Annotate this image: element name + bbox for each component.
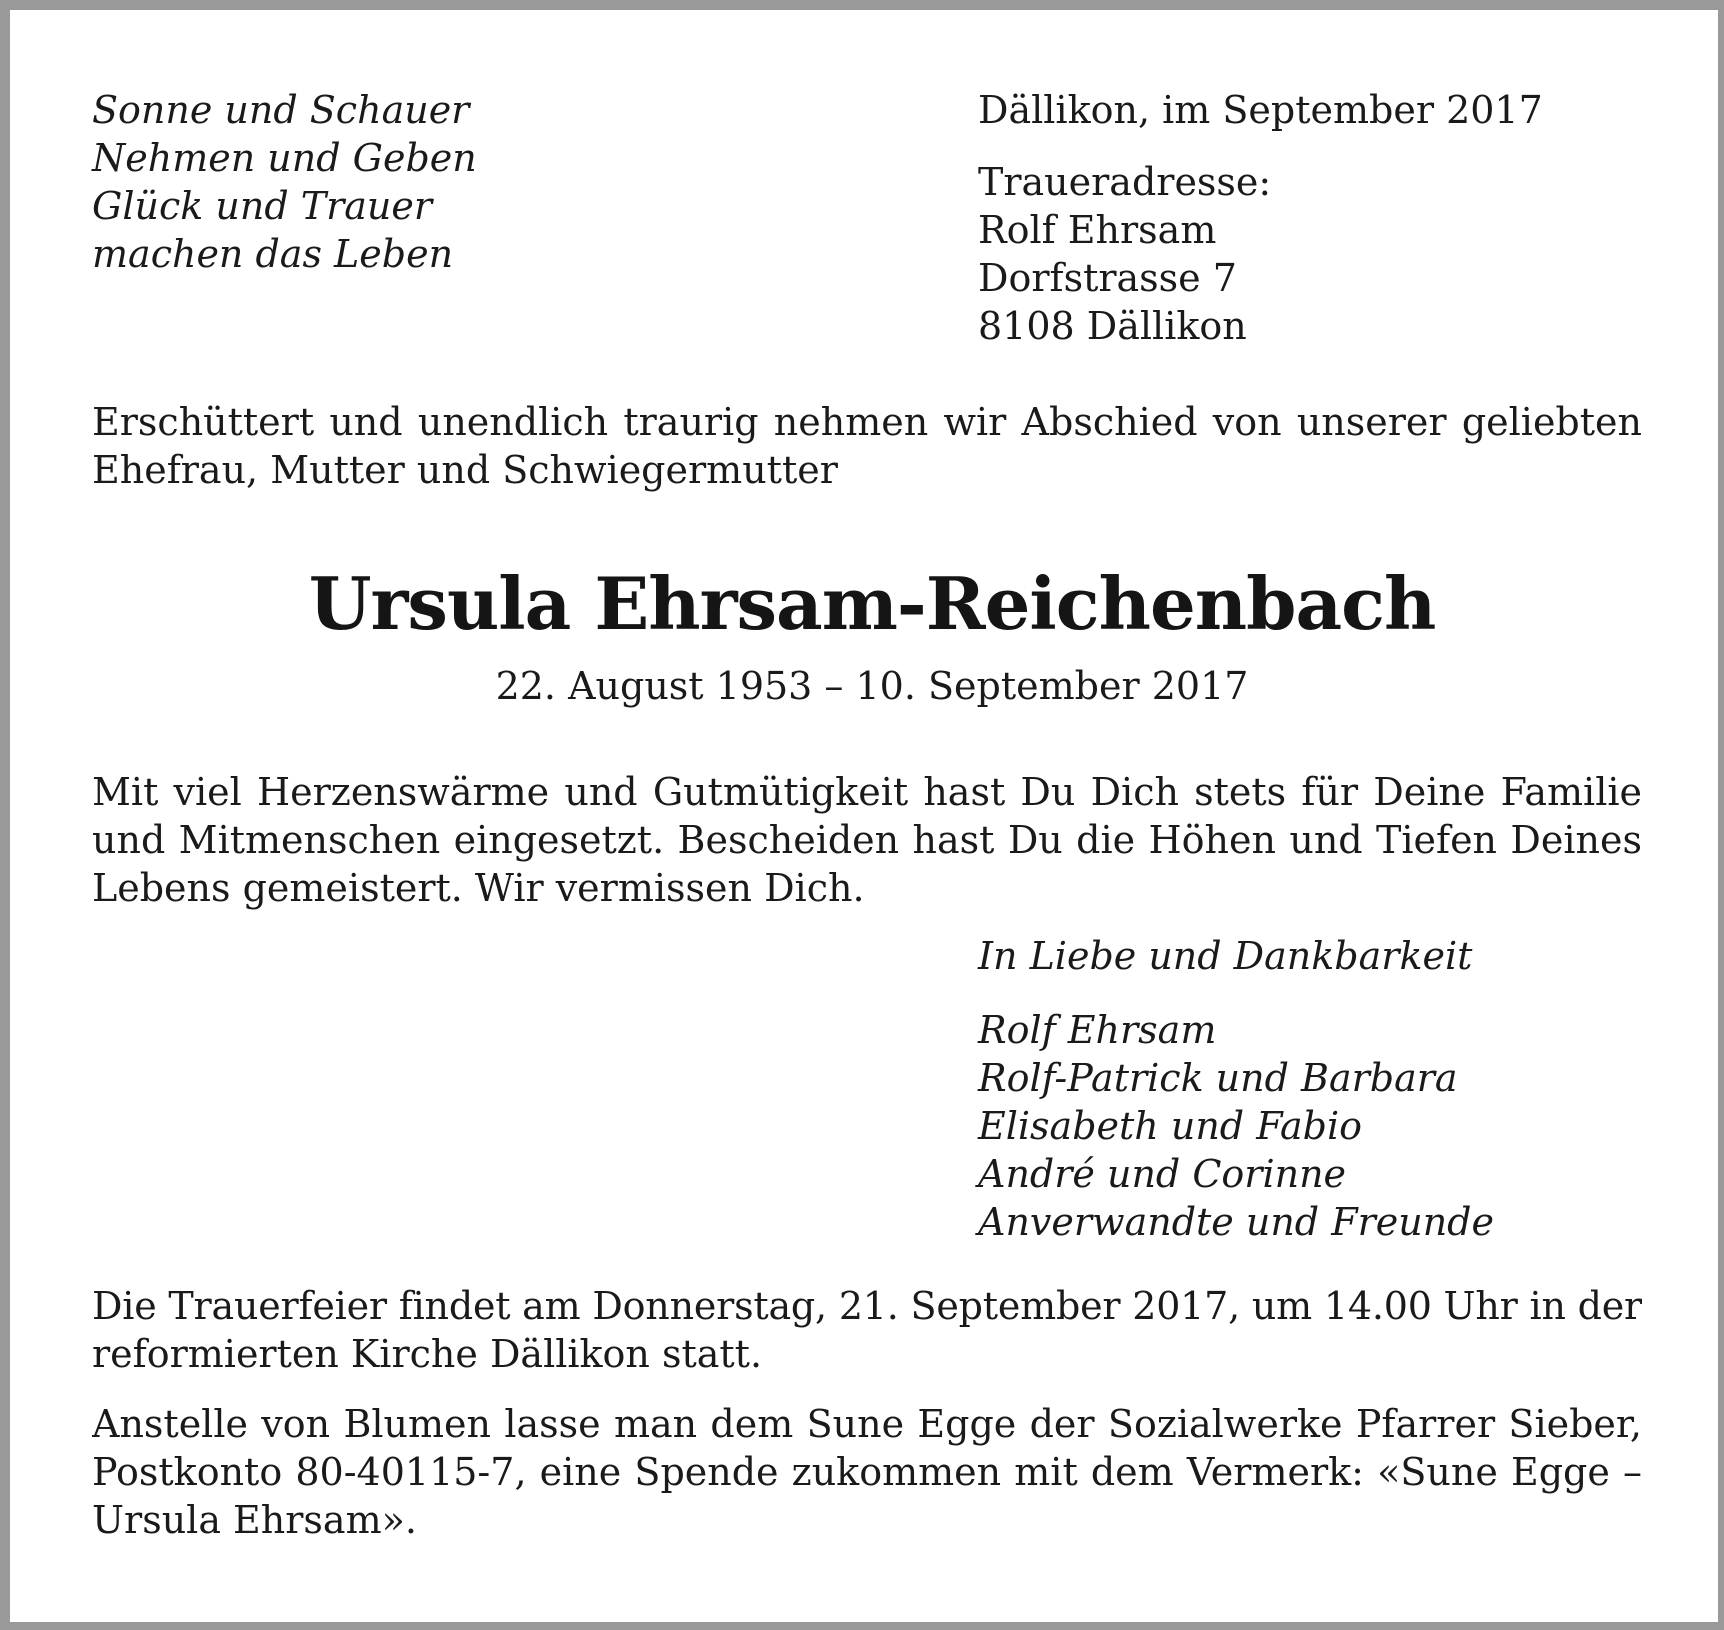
tribute-line: Lebens gemeistert. Wir vermissen Dich. (92, 866, 865, 910)
intro-line: Erschüttert und unendlich traurig nehmen wir Abschied von unserer geliebten (92, 400, 1642, 444)
address-line: Rolf Ehrsam (978, 208, 1217, 252)
deceased-name: Ursula Ehrsam-Reichenbach (308, 561, 1436, 646)
mourning-address (978, 158, 1271, 350)
obituary-page (10, 10, 1718, 1622)
service-line: reformierten Kirche Dällikon statt. (92, 1332, 763, 1376)
intro-line: Ehefrau, Mutter und Schwiegermutter (92, 448, 838, 492)
address-line: 8108 Dällikon (978, 304, 1247, 348)
intro-paragraph (92, 398, 1642, 494)
donation-paragraph (92, 1400, 1642, 1544)
family-member: Rolf Ehrsam (978, 1008, 1217, 1052)
life-dates: 22. August 1953 – 10. September 2017 (495, 664, 1249, 708)
motto-line: machen das Leben (92, 232, 454, 276)
donation-line: Ursula Ehrsam». (92, 1498, 417, 1542)
place-date: Dällikon, im September 2017 (978, 88, 1543, 132)
donation-line: Postkonto 80-40115-7, eine Spende zukommen mit dem Vermerk: «Sune Egge – (92, 1450, 1642, 1494)
motto-line: Glück und Trauer (92, 184, 433, 228)
tribute-line: Mit viel Herzenswärme und Gutmütigkeit hast Du Dich stets für Deine Familie (92, 770, 1642, 814)
service-paragraph (92, 1282, 1642, 1378)
family-member: Rolf-Patrick und Barbara (978, 1056, 1458, 1100)
donation-line: Anstelle von Blumen lasse man dem Sune Egge der Sozialwerke Pfarrer Sieber, (92, 1402, 1642, 1446)
address-label: Traueradresse: (978, 160, 1272, 204)
motto-line: Nehmen und Geben (92, 136, 477, 180)
service-line: Die Trauerfeier findet am Donnerstag, 21. September 2017, um 14.00 Uhr in der (92, 1284, 1642, 1328)
family-member: André und Corinne (978, 1152, 1347, 1196)
address-line: Dorfstrasse 7 (978, 256, 1237, 300)
tribute-paragraph (92, 768, 1642, 912)
family-member: Elisabeth und Fabio (978, 1104, 1362, 1148)
family-signatories (978, 1006, 1494, 1246)
closing-phrase: In Liebe und Dankbarkeit (978, 934, 1473, 978)
family-member: Anverwandte und Freunde (978, 1200, 1494, 1244)
motto-line: Sonne und Schauer (92, 88, 470, 132)
tribute-line: und Mitmenschen eingesetzt. Bescheiden hast Du die Höhen und Tiefen Deines (92, 818, 1642, 862)
motto-poem (92, 86, 477, 278)
